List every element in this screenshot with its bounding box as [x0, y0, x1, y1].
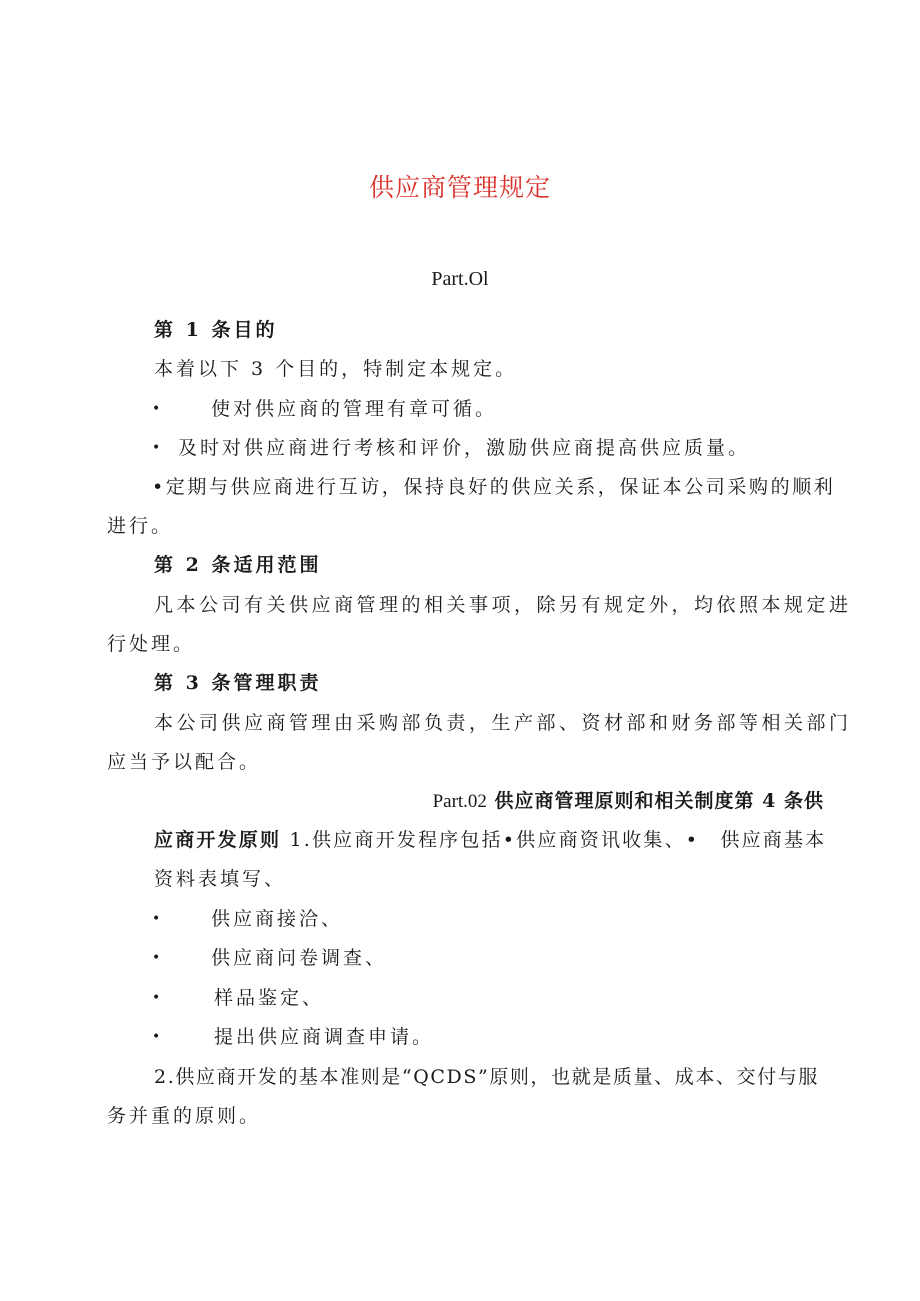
part-02-label: Part.02 [432, 791, 487, 812]
article-4-paragraph-2-line-2: 务并重的原则。 [107, 1105, 262, 1127]
document-title: 供应商管理规定 [368, 173, 551, 202]
part-02-heading-text: 供应商管理原则和相关制度第 4 条供 [486, 790, 824, 812]
article-4-bullet-4: 提出供应商调查申请。 [214, 1026, 435, 1048]
bullet-icon: • [152, 990, 161, 1006]
part-01-label: Part.Ol [431, 268, 489, 290]
part-02-heading [433, 788, 824, 815]
article-1-intro: 本着以下 3 个目的，特制定本规定。 [154, 358, 518, 380]
article-3-line-1: 本公司供应商管理由采购部负责，生产部、资材部和财务部等相关部门 [154, 712, 852, 734]
article-1-heading: 第 1 条目的 [154, 319, 278, 341]
article-1-bullet-3-line-1: •定期与供应商进行互访，保持良好的供应关系，保证本公司采购的顺利 [152, 476, 836, 498]
article-4-line-1 [154, 827, 826, 853]
article-3-heading: 第 3 条管理职责 [154, 672, 322, 694]
article-2-line-2: 行处理。 [107, 633, 196, 655]
article-4-line-2: 资料表填写、 [154, 868, 287, 890]
article-2-heading: 第 2 条适用范围 [154, 554, 322, 576]
article-4-heading: 应商开发原则 [154, 829, 282, 851]
article-1-bullet-2: 及时对供应商进行考核和评价，激励供应商提高供应质量。 [178, 437, 751, 459]
article-1-bullet-3-line-2: 进行。 [107, 515, 174, 537]
bullet-icon: • [152, 950, 161, 966]
article-2-line-1: 凡本公司有关供应商管理的相关事项，除另有规定外，均依照本规定进 [154, 594, 852, 616]
article-4-bullet-2: 供应商问卷调查、 [211, 947, 388, 969]
bullet-icon: • [152, 401, 161, 417]
article-4-bullet-1: 供应商接洽、 [211, 908, 344, 930]
bullet-icon: • [152, 911, 161, 927]
bullet-icon: • [152, 440, 161, 456]
article-4-line-1-text: 1.供应商开发程序包括•供应商资讯收集、• 供应商基本 [281, 829, 827, 851]
article-4-bullet-3: 样品鉴定、 [214, 987, 325, 1009]
bullet-icon: • [152, 1029, 161, 1045]
article-3-line-2: 应当予以配合。 [107, 751, 262, 773]
article-4-paragraph-2-line-1: 2.供应商开发的基本准则是“QCDS”原则，也就是质量、成本、交付与服 [154, 1066, 819, 1088]
article-1-bullet-1: 使对供应商的管理有章可循。 [211, 398, 498, 420]
